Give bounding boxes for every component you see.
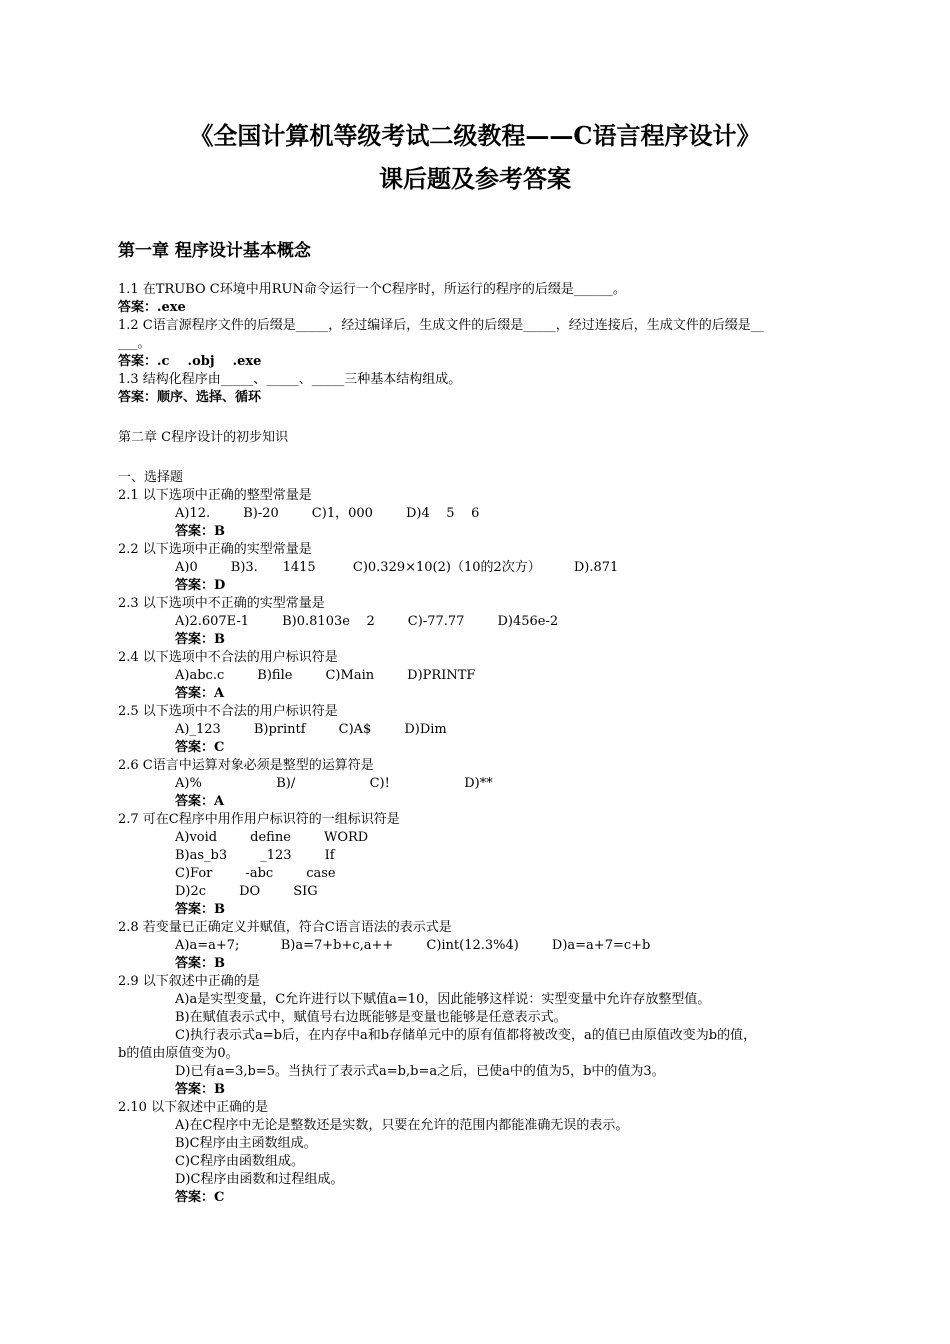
q2-9: 2.9 以下叙述中正确的是 xyxy=(118,974,260,989)
q2-7-option-b: B)as_b3 _123 If xyxy=(175,848,335,863)
q2-3-answer: 答案：B xyxy=(175,632,225,647)
q2-10-option-d: D)C程序由函数和过程组成。 xyxy=(175,1172,344,1187)
q2-4: 2.4 以下选项中不合法的用户标识符是 xyxy=(118,650,338,665)
q2-6-options: A)% B)/ C)! D)** xyxy=(175,776,493,791)
q2-4-answer: 答案：A xyxy=(175,686,225,701)
q2-4-options: A)abc.c B)file C)Main D)PRINTF xyxy=(175,668,476,683)
q2-7-option-a: A)void define WORD xyxy=(175,830,369,845)
q2-10: 2.10 以下叙述中正确的是 xyxy=(118,1100,269,1115)
q2-9-option-c-cont: b的值由原值变为0。 xyxy=(118,1046,239,1061)
q2-5-options: A)_123 B)printf C)A$ D)Dim xyxy=(175,722,447,737)
q1-1-answer: 答案：.exe xyxy=(118,300,186,315)
q2-2: 2.2 以下选项中正确的实型常量是 xyxy=(118,542,312,557)
q2-10-option-c: C)C程序由函数组成。 xyxy=(175,1154,304,1169)
q2-2-answer: 答案：D xyxy=(175,578,226,593)
q2-2-options: A)0 B)3. 1415 C)0.329×10(2)（10的2次方） D).871 xyxy=(175,560,619,575)
q2-8-answer: 答案：B xyxy=(175,956,225,971)
q2-6: 2.6 C语言中运算对象必须是整型的运算符是 xyxy=(118,758,374,773)
q2-9-option-c: C)执行表示式a=b后，在内存中a和b存储单元中的原有值都将被改变，a的值已由原值改变为b的值， xyxy=(175,1028,757,1043)
q1-1: 1.1 在TRUBO C环境中用RUN命令运行一个C程序时，所运行的程序的后缀是______。 xyxy=(118,282,626,297)
q2-9-option-a: A)a是实型变量，C允许进行以下赋值a=10，因此能够这样说：实型变量中允许存放整型值。 xyxy=(175,992,711,1007)
q2-1-options: A)12. B)-20 C)1，000 D)4 5 6 xyxy=(175,506,480,521)
q2-10-option-b: B)C程序由主函数组成。 xyxy=(175,1136,317,1151)
chapter1-heading: 第一章 程序设计基本概念 xyxy=(118,241,311,261)
document-title: 《全国计算机等级考试二级教程——C语言程序设计》 xyxy=(189,121,761,150)
section-heading: 一、选择题 xyxy=(118,470,184,485)
q2-9-option-b: B)在赋值表示式中，赋值号右边既能够是变量也能够是任意表示式。 xyxy=(175,1010,567,1025)
q1-2: 1.2 C语言源程序文件的后缀是_____，经过编译后，生成文件的后缀是_____，经过连接后，生成文件的后缀是__ xyxy=(118,318,764,333)
q2-1-answer: 答案：B xyxy=(175,524,225,539)
q2-8-options: A)a=a+7; B)a=7+b+c,a++ C)int(12.3%4) D)a=a+7=c+b xyxy=(175,938,651,953)
q2-9-option-d: D)已有a=3,b=5。当执行了表示式a=b,b=a之后，已使a中的值为5，b中的值为3。 xyxy=(175,1064,665,1079)
q2-7-option-c: C)For -abc case xyxy=(175,866,336,881)
q1-3: 1.3 结构化程序由_____、_____、_____三种基本结构组成。 xyxy=(118,372,462,387)
q2-10-option-a: A)在C程序中无论是整数还是实数，只要在允许的范围内都能准确无误的表示。 xyxy=(175,1118,629,1133)
q2-1: 2.1 以下选项中正确的整型常量是 xyxy=(118,488,312,503)
q2-5-answer: 答案：C xyxy=(175,740,225,755)
chapter2-heading: 第二章 C程序设计的初步知识 xyxy=(118,430,289,445)
q2-6-answer: 答案：A xyxy=(175,794,225,809)
q2-9-answer: 答案：B xyxy=(175,1082,225,1097)
q2-3-options: A)2.607E-1 B)0.8103e 2 C)-77.77 D)456e-2 xyxy=(175,614,559,629)
q2-7-answer: 答案：B xyxy=(175,902,225,917)
q2-3: 2.3 以下选项中不正确的实型常量是 xyxy=(118,596,325,611)
q1-2-answer: 答案：.c .obj .exe xyxy=(118,354,262,369)
q1-2-cont: ___。 xyxy=(118,336,151,351)
q2-8: 2.8 若变量已正确定义并赋值，符合C语言语法的表示式是 xyxy=(118,920,452,935)
q2-5: 2.5 以下选项中不合法的用户标识符是 xyxy=(118,704,338,719)
q2-10-answer: 答案：C xyxy=(175,1190,225,1205)
q1-3-answer: 答案：顺序、选择、循环 xyxy=(118,390,262,405)
q2-7: 2.7 可在C程序中用作用户标识符的一组标识符是 xyxy=(118,812,400,827)
q2-7-option-d: D)2c DO SIG xyxy=(175,884,318,899)
document-subtitle: 课后题及参考答案 xyxy=(379,164,571,193)
